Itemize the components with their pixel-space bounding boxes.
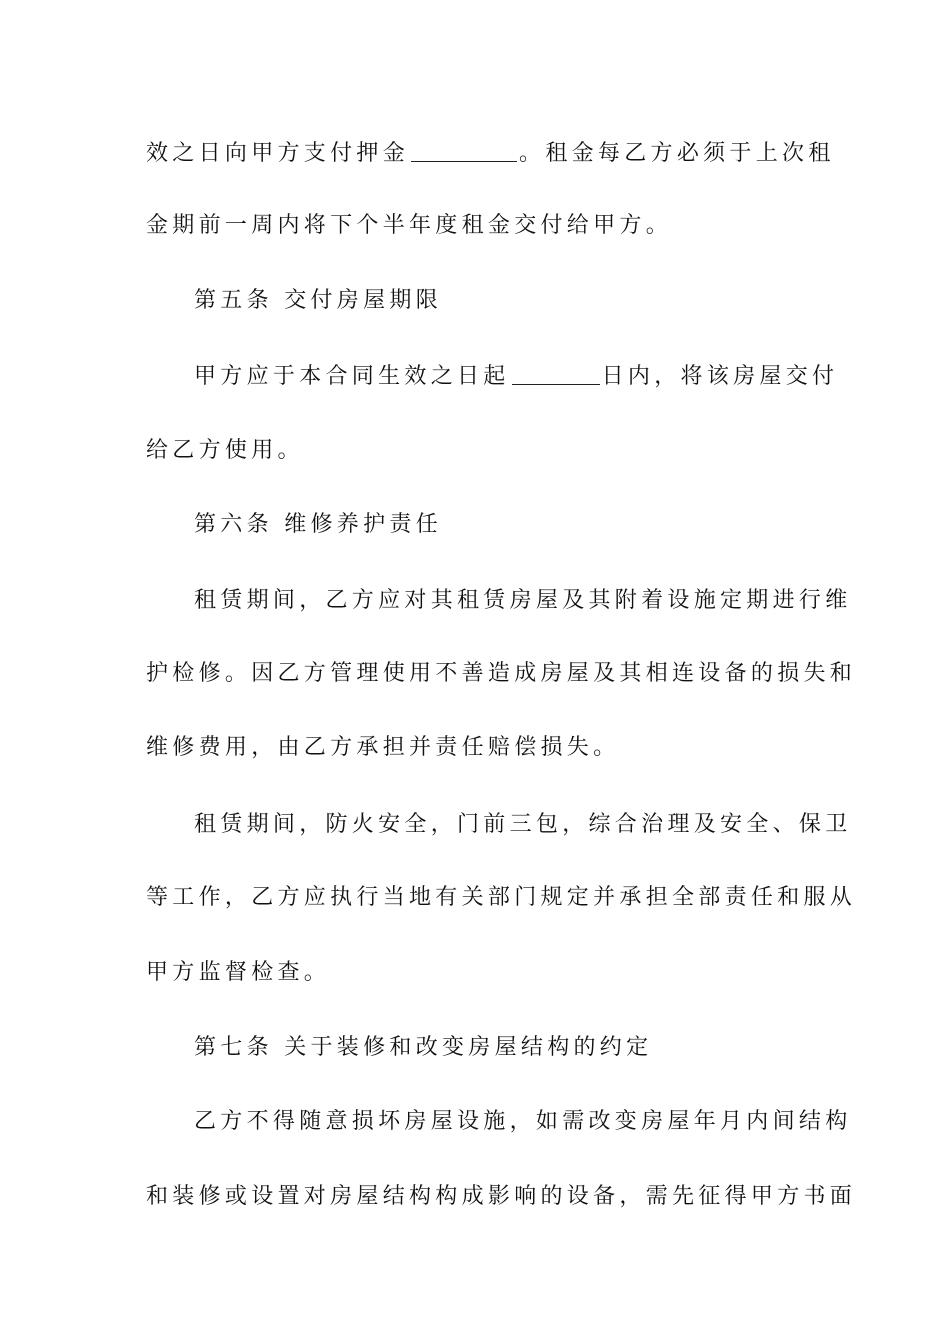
text-line: 租赁期间，防火安全，门前三包，综合治理及安全、保卫	[194, 812, 852, 837]
section-heading: 第五条 交付房屋期限	[194, 288, 442, 313]
text-line: 维修费用，由乙方承担并责任赔偿损失。	[146, 735, 620, 760]
text-line: 金期前一周内将下个半年度租金交付给甲方。	[146, 213, 673, 238]
text-line	[194, 362, 839, 392]
text-line: 甲方监督检查。	[146, 960, 331, 985]
text-line: 等工作，乙方应执行当地有关部门规定并承担全部责任和服从	[146, 885, 857, 910]
text-segment: 。租金每乙方必须于上次租	[519, 141, 835, 166]
text-segment: 日内，将该房屋交付	[601, 364, 839, 389]
text-segment: 效之日向甲方支付押金	[146, 141, 410, 166]
fill-in-blank	[512, 364, 600, 385]
text-line: 给乙方使用。	[146, 438, 304, 463]
text-line: 护检修。因乙方管理使用不善造成房屋及其相连设备的损失和	[146, 661, 857, 686]
text-line: 租赁期间，乙方应对其租赁房屋及其附着设施定期进行维	[194, 588, 852, 613]
text-line: 乙方不得随意损坏房屋设施，如需改变房屋年月内间结构	[194, 1109, 852, 1134]
text-segment: 甲方应于本合同生效之日起	[194, 364, 510, 389]
section-heading: 第六条 维修养护责任	[194, 512, 442, 537]
text-line: 和装修或设置对房屋结构构成影响的设备，需先征得甲方书面	[146, 1184, 857, 1209]
text-line	[146, 139, 835, 169]
section-heading: 第七条 关于装修和改变房屋结构的约定	[194, 1035, 653, 1060]
fill-in-blank	[411, 141, 517, 162]
